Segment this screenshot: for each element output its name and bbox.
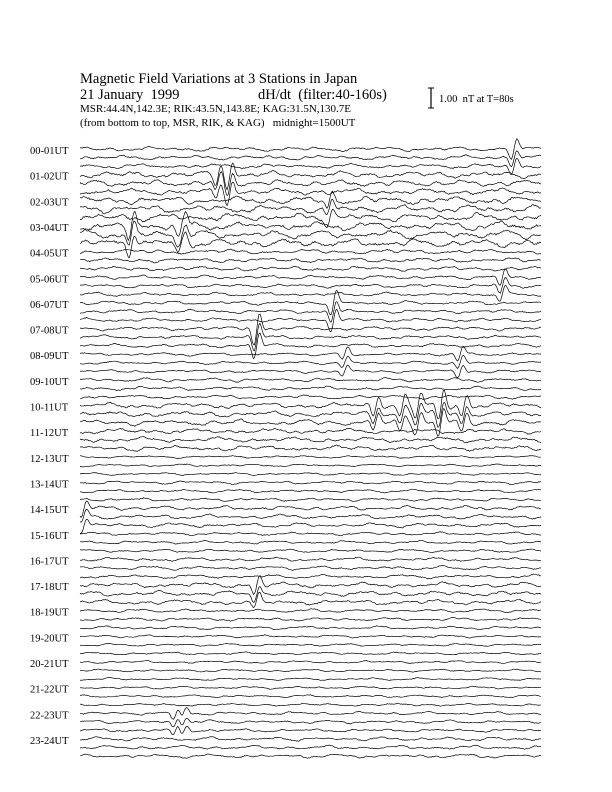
trace-04-05UT-RIK: [80, 258, 541, 263]
trace-09-10UT-KAG: [80, 377, 541, 382]
trace-01-02UT-RIK: [80, 172, 541, 196]
trace-08-09UT-RIK: [80, 355, 541, 368]
trace-02-03UT-RIK: [80, 199, 541, 214]
station-coordinates: MSR:44.4N,142.3E; RIK:43.5N,143.8E; KAG:31.5N,130.7E: [80, 103, 352, 115]
hour-label-23-24UT: 23-24UT: [30, 735, 69, 747]
hour-label-22-23UT: 22-23UT: [30, 710, 69, 722]
trace-22-23UT-MSR: [80, 726, 541, 734]
trace-13-14UT-KAG: [80, 481, 541, 485]
trace-21-22UT-RIK: [80, 695, 541, 698]
trace-04-05UT-MSR: [80, 266, 541, 271]
trace-13-14UT-RIK: [80, 489, 541, 493]
trace-23-24UT-MSR: [80, 754, 541, 758]
hour-label-08-09UT: 08-09UT: [30, 351, 69, 363]
trace-03-04UT-MSR: [80, 232, 541, 258]
trace-15-16UT-RIK: [80, 540, 541, 544]
trace-20-21UT-KAG: [80, 661, 541, 664]
trace-17-18UT-MSR: [80, 592, 541, 607]
trace-03-04UT-KAG: [80, 211, 541, 240]
chart-date: 21 January 1999: [80, 87, 180, 103]
trace-23-24UT-RIK: [80, 745, 541, 749]
trace-23-24UT-KAG: [80, 737, 541, 742]
hour-label-00-01UT: 00-01UT: [30, 146, 69, 157]
scale-bar-label: 1.00 nT at T=80s: [439, 94, 514, 105]
trace-00-01UT-MSR: [80, 158, 541, 174]
trace-18-19UT-RIK: [80, 617, 541, 621]
trace-15-16UT-MSR: [80, 549, 541, 553]
trace-19-20UT-MSR: [80, 652, 541, 655]
trace-08-09UT-KAG: [80, 346, 541, 361]
hour-label-06-07UT: 06-07UT: [30, 299, 69, 311]
hour-label-05-06UT: 05-06UT: [30, 274, 69, 286]
trace-16-17UT-RIK: [80, 565, 541, 570]
hour-label-15-16UT: 15-16UT: [30, 530, 69, 542]
trace-09-10UT-MSR: [80, 395, 541, 400]
trace-06-07UT-RIK: [80, 302, 541, 322]
hour-label-11-12UT: 11-12UT: [30, 428, 69, 440]
trace-00-01UT-KAG: [80, 139, 541, 160]
trace-21-22UT-MSR: [80, 703, 541, 706]
trace-01-02UT-KAG: [80, 163, 541, 190]
trace-11-12UT-KAG: [80, 428, 541, 434]
hour-label-18-19UT: 18-19UT: [30, 607, 69, 619]
trace-11-12UT-RIK: [80, 437, 541, 443]
trace-05-06UT-MSR: [80, 285, 541, 301]
hour-label-20-21UT: 20-21UT: [30, 659, 69, 670]
trace-12-13UT-KAG: [80, 456, 541, 459]
trace-08-09UT-MSR: [80, 365, 541, 378]
hour-label-01-02UT: 01-02UT: [30, 171, 69, 183]
trace-20-21UT-MSR: [80, 678, 541, 681]
trace-13-14UT-MSR: [80, 498, 541, 502]
hour-label-21-22UT: 21-22UT: [30, 684, 69, 696]
hour-label-04-05UT: 04-05UT: [30, 248, 69, 260]
hour-label-02-03UT: 02-03UT: [30, 197, 69, 209]
hour-label-16-17UT: 16-17UT: [30, 556, 69, 568]
trace-19-20UT-RIK: [80, 644, 541, 647]
trace-18-19UT-KAG: [80, 609, 541, 613]
trace-05-06UT-RIK: [80, 278, 541, 294]
trace-12-13UT-RIK: [80, 464, 541, 467]
trace-14-15UT-KAG: [80, 501, 541, 517]
chart-title: Magnetic Field Variations at 3 Stations in Japan: [80, 71, 358, 87]
trace-17-18UT-RIK: [80, 587, 541, 603]
station-order-note: (from bottom to top, MSR, RIK, & KAG) midnight=1500UT: [80, 117, 356, 129]
hour-label-14-15UT: 14-15UT: [30, 505, 69, 517]
trace-02-03UT-MSR: [80, 209, 541, 227]
hour-label-12-13UT: 12-13UT: [30, 453, 69, 465]
trace-17-18UT-KAG: [80, 576, 541, 595]
trace-05-06UT-KAG: [80, 269, 541, 285]
trace-14-15UT-RIK: [80, 509, 541, 522]
hour-label-10-11UT: 10-11UT: [30, 402, 69, 414]
hour-label-07-08UT: 07-08UT: [30, 325, 69, 337]
trace-01-02UT-MSR: [80, 182, 541, 205]
trace-21-22UT-KAG: [80, 686, 541, 689]
trace-03-04UT-RIK: [80, 221, 541, 247]
trace-22-23UT-RIK: [80, 718, 541, 727]
hour-label-13-14UT: 13-14UT: [30, 479, 69, 491]
trace-16-17UT-MSR: [80, 574, 541, 579]
chart-quantity: dH/dt (filter:40-160s): [258, 87, 387, 103]
hour-label-17-18UT: 17-18UT: [30, 582, 69, 594]
trace-09-10UT-RIK: [80, 386, 541, 391]
trace-15-16UT-KAG: [80, 532, 541, 536]
trace-20-21UT-RIK: [80, 669, 541, 672]
trace-04-05UT-KAG: [80, 249, 541, 254]
trace-11-12UT-MSR: [80, 445, 541, 452]
trace-16-17UT-KAG: [80, 557, 541, 561]
trace-10-11UT-KAG: [80, 390, 541, 418]
trace-22-23UT-KAG: [80, 708, 541, 720]
trace-18-19UT-MSR: [80, 626, 541, 630]
hour-label-19-20UT: 19-20UT: [30, 633, 69, 645]
hour-label-09-10UT: 09-10UT: [30, 376, 69, 388]
trace-19-20UT-KAG: [80, 635, 541, 638]
trace-14-15UT-MSR: [80, 519, 541, 533]
hour-label-03-04UT: 03-04UT: [30, 222, 69, 234]
trace-12-13UT-MSR: [80, 473, 541, 476]
